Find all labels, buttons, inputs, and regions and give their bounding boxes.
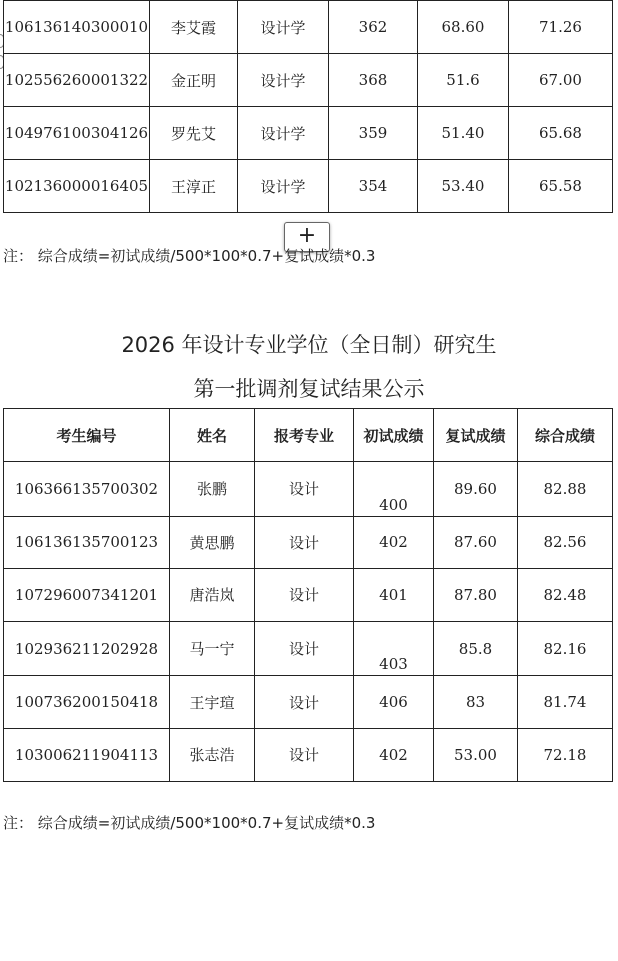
major: 设计学 [238,160,329,213]
major: 设计 [255,462,354,517]
header-retest-score: 复试成绩 [434,409,518,462]
candidate-name: 黄思鹏 [170,516,255,569]
initial-score: 362 [329,1,418,54]
candidate-id: 107296007341201 [4,569,170,622]
major: 设计 [255,516,354,569]
header-initial-score: 初试成绩 [354,409,434,462]
candidate-name: 罗先艾 [150,107,238,160]
header-total-score: 综合成绩 [518,409,613,462]
total-score: 65.58 [509,160,613,213]
table-row [4,54,613,107]
table-row [4,1,613,54]
candidate-id: 102936211202928 [4,621,170,676]
initial-score: 368 [329,54,418,107]
header-name: 姓名 [170,409,255,462]
candidate-name: 金正明 [150,54,238,107]
table-row [4,569,613,622]
candidate-id: 106136140300010 [4,1,150,54]
candidate-id: 102136000016405 [4,160,150,213]
table-header-row [4,409,613,462]
major: 设计 [255,676,354,729]
retest-score: 53.00 [434,728,518,781]
page-subtitle: 第一批调剂复试结果公示 [193,377,425,401]
table-row [4,621,613,676]
candidate-name: 李艾霞 [150,1,238,54]
total-score: 67.00 [509,54,613,107]
initial-score: 403 [354,621,434,676]
retest-score: 51.6 [418,54,509,107]
plus-icon: + [297,223,317,248]
candidate-name: 马一宁 [170,621,255,676]
table-row [4,160,613,213]
table-row [4,462,613,517]
initial-score: 406 [354,676,434,729]
major: 设计 [255,621,354,676]
total-score: 82.88 [518,462,613,517]
total-score: 82.16 [518,621,613,676]
major: 设计学 [238,54,329,107]
major: 设计学 [238,107,329,160]
total-score: 82.48 [518,569,613,622]
candidate-id: 103006211904113 [4,728,170,781]
initial-score: 402 [354,516,434,569]
total-score: 65.68 [509,107,613,160]
total-score: 72.18 [518,728,613,781]
table-row [4,107,613,160]
retest-score: 89.60 [434,462,518,517]
candidate-name: 张鹏 [170,462,255,517]
table-row [4,728,613,781]
total-score: 81.74 [518,676,613,729]
initial-score: 401 [354,569,434,622]
results-table [3,408,613,782]
candidate-id: 106366135700302 [4,462,170,517]
initial-score: 359 [329,107,418,160]
retest-score: 53.40 [418,160,509,213]
header-major: 报考专业 [255,409,354,462]
score-formula-note: 注： 综合成绩=初试成绩/500*100*0.7+复试成绩*0.3 [3,247,376,265]
page-title: 2026 年设计专业学位（全日制）研究生 [121,333,497,357]
candidate-name: 王淳正 [150,160,238,213]
retest-score: 87.60 [434,516,518,569]
total-score: 82.56 [518,516,613,569]
candidate-id: 106136135700123 [4,516,170,569]
retest-score: 51.40 [418,107,509,160]
candidate-id: 102556260001322 [4,54,150,107]
retest-score: 68.60 [418,1,509,54]
initial-score: 400 [354,462,434,517]
candidate-id: 104976100304126 [4,107,150,160]
major: 设计 [255,569,354,622]
results-table-continued [3,0,613,213]
retest-score: 85.8 [434,621,518,676]
table-row [4,516,613,569]
initial-score: 402 [354,728,434,781]
retest-score: 87.80 [434,569,518,622]
candidate-name: 唐浩岚 [170,569,255,622]
candidate-name: 张志浩 [170,728,255,781]
initial-score: 354 [329,160,418,213]
candidate-name: 王宇瑄 [170,676,255,729]
major: 设计 [255,728,354,781]
retest-score: 83 [434,676,518,729]
table-row [4,676,613,729]
candidate-id: 100736200150418 [4,676,170,729]
score-formula-note: 注： 综合成绩=初试成绩/500*100*0.7+复试成绩*0.3 [3,814,376,832]
header-candidate-id: 考生编号 [4,409,170,462]
total-score: 71.26 [509,1,613,54]
major: 设计学 [238,1,329,54]
